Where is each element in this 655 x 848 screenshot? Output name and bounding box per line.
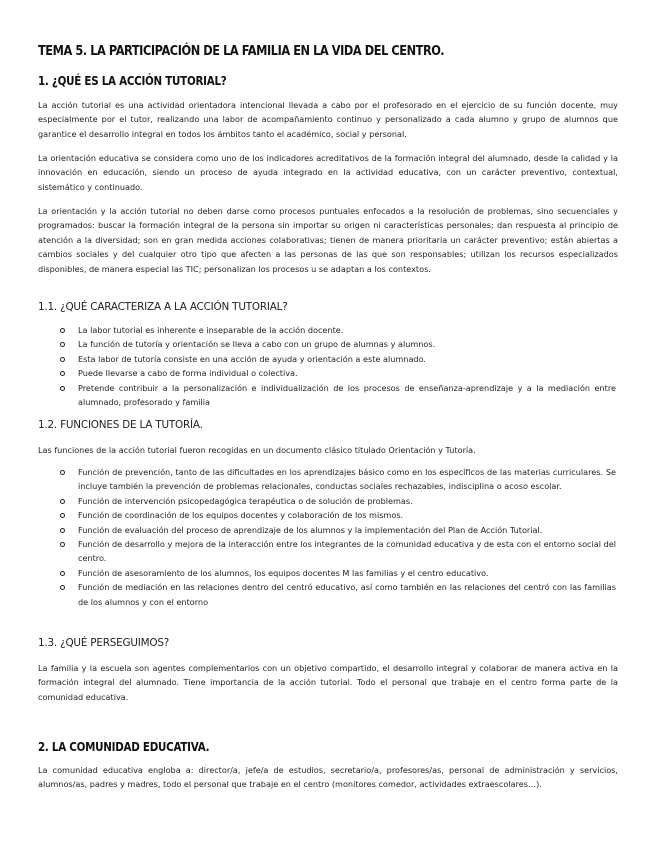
section-1-2-intro: Las funciones de la acción tutorial fueron recogidas en un documento clásico titulado Orientación y Tutoría.: [38, 445, 476, 455]
section-1-2-list: [60, 465, 616, 609]
list-item: Función de evaluación del proceso de aprendizaje de los alumnos y la implementación del Plan de Acción Tutorial.: [60, 523, 616, 537]
list-item: Esta labor de tutoría consiste en una acción de ayuda y orientación a este alumnado.: [60, 352, 616, 366]
section-1-paragraph-3: La orientación y la acción tutorial no deben darse como procesos puntuales enfocados a la resolución de problemas, sino secuenciales y programados: buscar la formación integral de la persona sin importar su origen ni características personales; dan respuesta al principio de atención a la diversidad; son en gran medida acciones colaborativas; tienen de manera prioritaria un carácter preventivo; están abiertas a cambios sociales y del cualquier otro tipo que afecten a las personas de las que son responsables; utilizan los recursos especializados disponibles, de manera especial las TIC; personalizan los procesos u se adaptan a los contextos.: [38, 206, 618, 274]
section-1-heading: 1. ¿QUÉ ES LA ACCIÓN TUTORIAL?: [38, 74, 227, 88]
section-1-1-heading: 1.1. ¿QUÉ CARACTERIZA A LA ACCIÓN TUTORIAL?: [38, 301, 288, 313]
list-item: Función de prevención, tanto de las dificultades en los aprendizajes básico como en los específicos de las materias curriculares. Se incluye también la prevención de problemas relacionales, conductas sociales rechazables, indisciplina o acoso escolar.: [60, 465, 616, 494]
section-1-3-paragraph: La familia y la escuela son agentes complementarios con un objetivo compartido, el desarrollo integral y colaborar de manera activa en la formación integral del alumnado. Tiene importancia de la acción tutorial. Todo el personal que trabaje en el centro forma parte de la comunidad educativa.: [38, 663, 618, 702]
list-item: Función de desarrollo y mejora de la interacción entre los integrantes de la comunidad educativa y de esta con el entorno social del centro.: [60, 537, 616, 566]
list-item: La función de tutoría y orientación se lleva a cabo con un grupo de alumnas y alumnos.: [60, 337, 616, 351]
section-1-2-heading: 1.2. FUNCIONES DE LA TUTORÍA.: [38, 419, 203, 431]
section-2-heading: 2. LA COMUNIDAD EDUCATIVA.: [38, 740, 210, 754]
list-item: La labor tutorial es inherente e inseparable de la acción docente.: [60, 323, 616, 337]
list-item: Función de mediación en las relaciones dentro del centró educativo, así como también en las relaciones del centró con las familias de los alumnos y con el entorno: [60, 580, 616, 609]
section-1-3-heading: 1.3. ¿QUÉ PERSEGUIMOS?: [38, 637, 170, 649]
section-1-paragraph-2: La orientación educativa se considera como uno de los indicadores acreditativos de la formación integral del alumnado, desde la calidad y la innovación en educación, siendo un proceso de ayuda integrado en la actividad educativa, con un carácter preventivo, contextual, sistemático y continuado.: [38, 153, 618, 192]
list-item: Pretende contribuir a la personalización e individualización de los procesos de enseñanza-aprendizaje y a la mediación entre alumnado, profesorado y familia: [60, 381, 616, 410]
section-2-paragraph: La comunidad educativa engloba a: director/a, jefe/a de estudios, secretario/a, profesores/as, personal de administración y servicios, alumnos/as, padres y madres, todo el personal que trabaje en el centro (monitores comedor, actividades extraescolares…).: [38, 765, 618, 790]
list-item: Función de coordinación de los equipos docentes y colaboración de los mismos.: [60, 508, 616, 522]
section-1-paragraph-1: La acción tutorial es una actividad orientadora intencional llevada a cabo por el profesorado en el ejercicio de su función docente, muy especialmente por el tutor, realizando una labor de acompañamiento continuo y personalizado a cada alumno y grupo de alumnos que garantice el desarrollo integral en todos los ámbitos tanto el académico, social y personal.: [38, 100, 618, 139]
document-title: TEMA 5. LA PARTICIPACIÓN DE LA FAMILIA EN LA VIDA DEL CENTRO.: [38, 44, 445, 59]
section-1-1-list: [60, 323, 616, 409]
list-item: Función de asesoramiento de los alumnos, los equipos docentes M las familias y el centro educativo.: [60, 566, 616, 580]
list-item: Puede llevarse a cabo de forma individual o colectiva.: [60, 366, 616, 380]
list-item: Función de intervención psicopedagógica terapéutica o de solución de problemas.: [60, 494, 616, 508]
